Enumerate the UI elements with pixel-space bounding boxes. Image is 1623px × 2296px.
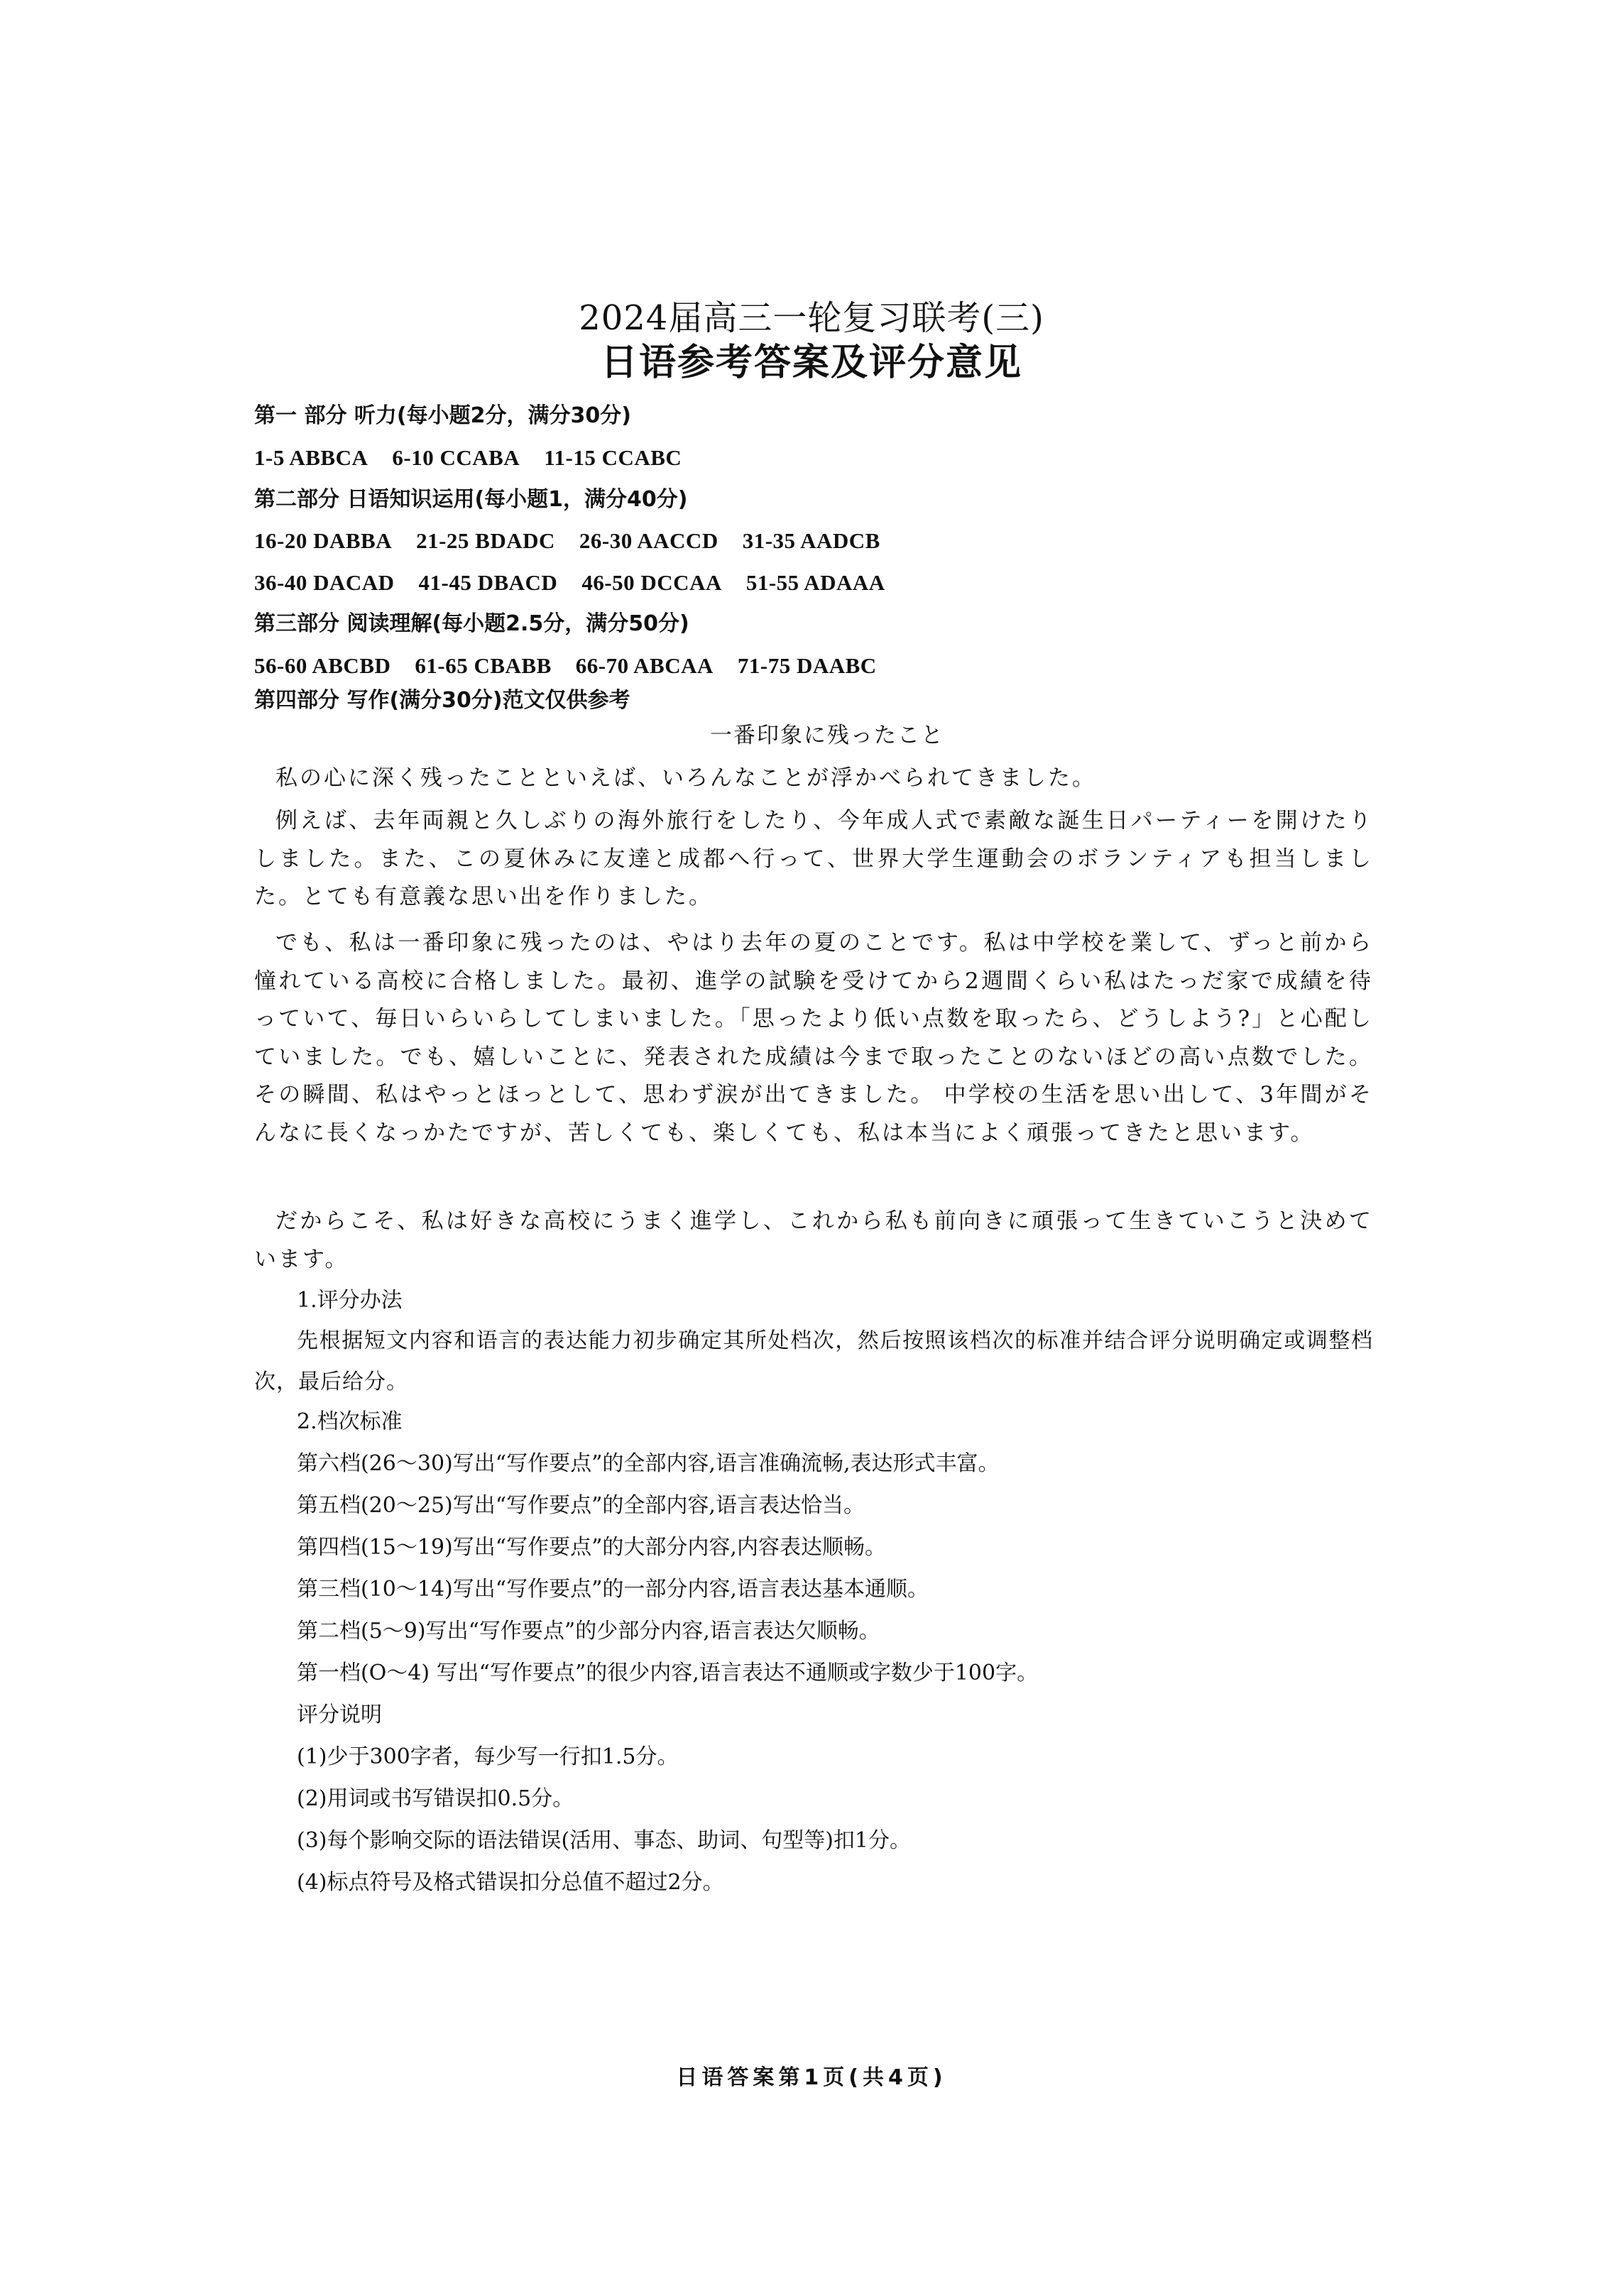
essay-title: 一番印象に残ったこと: [710, 723, 944, 748]
essay-paragraph: [254, 924, 1373, 1152]
answer-group: 36-40 DACAD: [254, 570, 395, 595]
answer-group: 16-20 DABBA: [254, 528, 393, 553]
grading-method-heading: 1.评分办法: [297, 1288, 403, 1313]
answer-group: 56-60 ABCBD: [254, 653, 391, 678]
answer-group: 21-25 BDADC: [416, 528, 555, 553]
answer-group: 71-75 DAABC: [737, 653, 877, 678]
answer-row: [254, 527, 905, 555]
essay-paragraph: [254, 802, 1373, 917]
grading-level: 第一档(O～4) 写出“写作要点”的很少内容,语言表达不通顺或字数少于100字。: [297, 1661, 1039, 1685]
answer-group: 41-45 DBACD: [418, 570, 558, 595]
answer-group: 66-70 ABCAA: [575, 653, 714, 678]
page-footer: 日语答案第1页(共4页): [676, 2065, 947, 2090]
grading-level: 第六档(26～30)写出“写作要点”的全部内容,语言准确流畅,表达形式丰富。: [297, 1451, 1000, 1476]
answer-row: [254, 569, 909, 597]
essay-paragraph-text: 例えば、去年両親と久しぶりの海外旅行をしたり、今年成人式で素敵な誕生日パーティーを開けたりしました。また、この夏休みに友達と成都へ行って、世界大学生運動会のボランティアも担当しました。とても有意義な思い出を作りました。: [254, 808, 1373, 909]
answer-group: 26-30 AACCD: [579, 528, 718, 553]
grading-levels-heading: 2.档次标准: [297, 1409, 403, 1434]
grading-note: (4)标点符号及格式错误扣分总值不超过2分。: [297, 1870, 724, 1895]
answer-group: 11-15 CCABC: [544, 445, 682, 470]
answer-group: 51-55 ADAAA: [745, 570, 885, 595]
grading-note: (2)用词或书写错误扣0.5分。: [297, 1786, 574, 1811]
essay-paragraph-text: 私の心に深く残ったことといえば、いろんなことが浮かべられてきました。: [275, 765, 1096, 791]
answer-group: 1-5 ABBCA: [254, 445, 368, 470]
document-subtitle: 日语参考答案及评分意见: [600, 341, 1022, 384]
grading-level: 第三档(10～14)写出“写作要点”的一部分内容,语言表达基本通顺。: [297, 1577, 929, 1602]
answer-row: [254, 444, 706, 472]
answer-group: 6-10 CCABA: [392, 445, 520, 470]
document-title: 2024届高三一轮复习联考(三): [579, 298, 1044, 338]
essay-paragraph: [254, 760, 1373, 798]
grading-level: 第二档(5～9)写出“写作要点”的少部分内容,语言表达欠顺畅。: [297, 1619, 880, 1644]
grading-note: (3)每个影响交际的语法错误(活用、事态、助词、句型等)扣1分。: [297, 1828, 911, 1853]
answer-group: 61-65 CBABB: [415, 653, 552, 678]
grading-level: 第五档(20～25)写出“写作要点”的全部内容,语言表达恰当。: [297, 1493, 865, 1518]
essay-paragraph: [254, 1203, 1373, 1279]
section-heading-knowledge: 第二部分 日语知识运用(每小题1，满分40分): [254, 487, 688, 512]
grading-method-text: 先根据短文内容和语言的表达能力初步确定其所处档次，然后按照该档次的标准并结合评分说明确定或调整档次，最后给分。: [254, 1328, 1373, 1394]
essay-paragraph-text: でも、私は一番印象に残ったのは、やはり去年の夏のことです。私は中学校を業して、ずっと前から憧れている高校に合格しました。最初、進学の試験を受けてから2週間くらい私はたっだ家で成績を待っていて、毎日いらいらしてしまいました。「思ったより低い点数を取ったら、どうしよう?」と心配していました。でも、嬉しいことに、発表された成績は今まで取ったことのないほどの高い点数でした。その瞬間、私はやっとほっとして、思わず涙が出てきました。 中学校の生活を思い出して、3年間がそんなに長くなっかたですが、苦しくても、楽しくても、私は本当によく頑張ってきたと思います。: [254, 930, 1373, 1146]
answer-row: [254, 652, 901, 680]
essay-paragraph-text: だからこそ、私は好きな高校にうまく進学し、これから私も前向きに頑張って生きていこうと決めています。: [254, 1208, 1374, 1272]
answer-group: 31-35 AADCB: [742, 528, 880, 553]
section-heading-reading: 第三部分 阅读理解(每小题2.5分，满分50分): [254, 611, 689, 636]
grading-notes-heading: 评分说明: [297, 1702, 382, 1727]
answer-group: 46-50 DCCAA: [581, 570, 722, 595]
grading-note: (1)少于300字者，每少写一行扣1.5分。: [297, 1744, 679, 1769]
grading-level: 第四档(15～19)写出“写作要点”的大部分内容,内容表达顺畅。: [297, 1535, 886, 1560]
section-heading-writing: 第四部分 写作(满分30分)范文仅供参考: [254, 688, 630, 713]
section-heading-listening: 第一 部分 听力(每小题2分，满分30分): [254, 403, 631, 428]
